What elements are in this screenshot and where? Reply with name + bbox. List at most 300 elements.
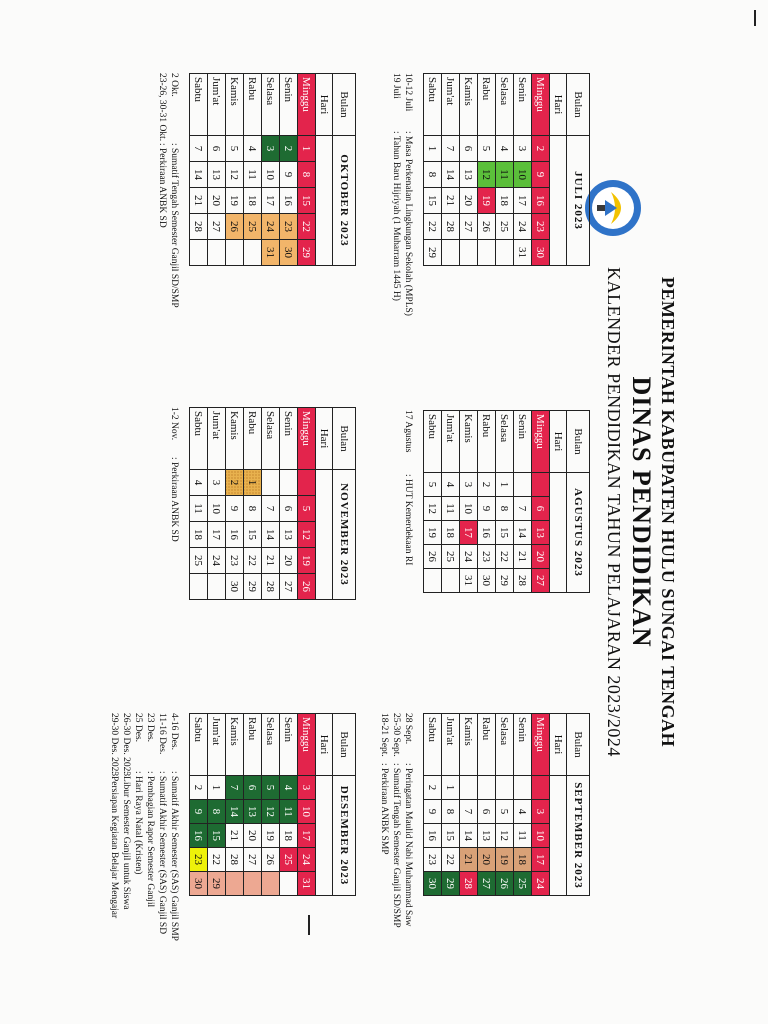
date-cell: 3 <box>298 776 316 800</box>
date-cell: 4 <box>280 776 298 800</box>
bulan-label: Bulan <box>333 714 356 776</box>
date-cell: 11 <box>280 800 298 824</box>
notes-desember <box>108 713 180 941</box>
agency-title: DINAS PENDIDIKAN <box>627 376 656 648</box>
weekday-label: Jum'at <box>442 74 460 136</box>
date-cell: 25 <box>514 872 532 896</box>
month-title: DESEMBER 2023 <box>333 776 356 896</box>
note-date: 18-21 Sept. <box>379 713 389 757</box>
hari-spacer <box>550 776 567 896</box>
date-cell: 3 <box>460 473 478 497</box>
date-cell: 26 <box>298 574 316 600</box>
date-cell <box>280 872 298 896</box>
weekday-label: Kamis <box>226 408 244 470</box>
date-cell <box>532 776 550 800</box>
note-text: : Libur Semester Ganjil untuk Siswa <box>121 771 131 910</box>
date-cell: 28 <box>442 214 460 240</box>
note-text: : Sumatif Akhir Semester (SAS) Ganjil SD <box>157 771 167 935</box>
date-cell: 27 <box>460 214 478 240</box>
date-cell: 30 <box>532 240 550 266</box>
note-date: 25 Des. <box>133 713 143 743</box>
date-cell: 20 <box>532 545 550 569</box>
date-cell: 4 <box>496 136 514 162</box>
month-table <box>423 73 590 266</box>
date-cell: 17 <box>298 824 316 848</box>
date-cell <box>496 240 514 266</box>
date-cell: 29 <box>298 240 316 266</box>
weekday-label: Jum'at <box>208 408 226 470</box>
date-cell <box>190 574 208 600</box>
date-cell: 5 <box>424 473 442 497</box>
hari-spacer <box>550 136 567 266</box>
note-date: 23 Des. <box>145 713 155 743</box>
note-row <box>402 73 414 316</box>
weekday-row <box>460 74 478 266</box>
date-cell: 23 <box>478 545 496 569</box>
date-cell: 12 <box>298 522 316 548</box>
date-cell: 15 <box>424 188 442 214</box>
date-cell: 8 <box>424 162 442 188</box>
notes-juli <box>390 73 414 316</box>
date-cell: 16 <box>424 824 442 848</box>
weekday-label: Sabtu <box>424 411 442 473</box>
date-cell <box>226 240 244 266</box>
hari-label: Hari <box>316 74 333 136</box>
date-cell <box>460 776 478 800</box>
date-cell: 19 <box>478 188 496 214</box>
weekday-row <box>262 74 280 266</box>
date-cell: 20 <box>478 848 496 872</box>
date-cell: 22 <box>244 548 262 574</box>
weekday-row <box>424 74 442 266</box>
date-cell: 12 <box>262 800 280 824</box>
note-row <box>402 410 414 565</box>
date-cell: 14 <box>460 824 478 848</box>
date-cell <box>532 473 550 497</box>
date-cell: 28 <box>226 848 244 872</box>
date-cell: 29 <box>208 872 226 896</box>
date-cell: 12 <box>424 497 442 521</box>
date-cell: 6 <box>478 800 496 824</box>
date-cell: 21 <box>514 545 532 569</box>
date-cell: 26 <box>424 545 442 569</box>
weekday-label: Minggu <box>298 714 316 776</box>
month-title: JULI 2023 <box>567 136 590 266</box>
weekday-row <box>244 714 262 896</box>
date-cell: 19 <box>298 548 316 574</box>
note-date: 29-30 Des. 2023 <box>109 713 119 777</box>
date-cell: 6 <box>244 776 262 800</box>
month-title: OKTOBER 2023 <box>333 136 356 266</box>
weekday-row <box>442 411 460 593</box>
bulan-label: Bulan <box>567 74 590 136</box>
weekday-row <box>478 74 496 266</box>
date-cell: 30 <box>226 574 244 600</box>
date-cell: 10 <box>460 497 478 521</box>
date-cell <box>190 240 208 266</box>
month-title: AGUSTUS 2023 <box>567 473 590 593</box>
date-cell: 7 <box>514 497 532 521</box>
date-cell <box>280 470 298 496</box>
weekday-row <box>208 714 226 896</box>
date-cell: 2 <box>226 470 244 496</box>
weekday-label: Kamis <box>460 411 478 473</box>
weekday-row <box>532 74 550 266</box>
weekday-row <box>478 411 496 593</box>
note-date: 25-30 Sept. <box>391 713 401 757</box>
note-text: : Sumatif Tengah Semester Ganjil SD/SMP <box>169 143 179 308</box>
hari-label: Hari <box>316 714 333 776</box>
date-cell: 5 <box>496 800 514 824</box>
date-cell: 3 <box>514 136 532 162</box>
weekday-row <box>532 411 550 593</box>
note-date: 19 Juli <box>391 73 401 99</box>
date-cell <box>244 872 262 896</box>
weekday-row <box>496 714 514 896</box>
date-cell: 26 <box>496 872 514 896</box>
date-cell: 14 <box>442 162 460 188</box>
date-cell: 18 <box>190 522 208 548</box>
date-cell: 22 <box>496 545 514 569</box>
weekday-row <box>226 408 244 600</box>
note-date: 17 Agustus <box>403 410 413 453</box>
weekday-label: Sabtu <box>424 74 442 136</box>
date-cell <box>478 776 496 800</box>
weekday-row <box>262 714 280 896</box>
date-cell: 24 <box>532 872 550 896</box>
weekday-row <box>460 411 478 593</box>
weekday-label: Senin <box>514 411 532 473</box>
weekday-row <box>496 74 514 266</box>
date-cell: 10 <box>532 824 550 848</box>
date-cell: 13 <box>208 162 226 188</box>
note-date: 10-12 Juli <box>403 73 413 112</box>
date-cell: 6 <box>280 496 298 522</box>
date-cell: 26 <box>478 214 496 240</box>
date-cell: 5 <box>262 776 280 800</box>
hari-spacer <box>316 776 333 896</box>
date-cell: 27 <box>280 574 298 600</box>
note-text: : Sumatif Tengah Semester Ganjil SD/SMP <box>391 763 401 928</box>
date-cell: 19 <box>262 824 280 848</box>
bulan-label: Bulan <box>567 411 590 473</box>
date-cell: 29 <box>442 872 460 896</box>
weekday-label: Kamis <box>226 74 244 136</box>
date-cell: 3 <box>262 136 280 162</box>
date-cell: 1 <box>208 776 226 800</box>
weekday-label: Selasa <box>496 74 514 136</box>
date-cell: 19 <box>496 848 514 872</box>
date-cell <box>208 574 226 600</box>
date-cell: 31 <box>514 240 532 266</box>
date-cell: 6 <box>532 497 550 521</box>
date-cell: 6 <box>460 136 478 162</box>
note-row <box>144 713 156 941</box>
date-cell: 23 <box>226 548 244 574</box>
weekday-row <box>262 408 280 600</box>
note-text: : Peringatan Maulid Nabi Muhammad Saw <box>403 763 413 927</box>
date-cell: 9 <box>424 800 442 824</box>
date-cell: 21 <box>442 188 460 214</box>
note-row <box>108 713 120 941</box>
date-cell: 29 <box>496 569 514 593</box>
date-cell: 27 <box>244 848 262 872</box>
month-title: NOVEMBER 2023 <box>333 470 356 600</box>
weekday-label: Selasa <box>262 74 280 136</box>
date-cell: 1 <box>496 473 514 497</box>
weekday-label: Jum'at <box>442 411 460 473</box>
weekday-row <box>280 714 298 896</box>
date-cell: 2 <box>478 473 496 497</box>
date-cell: 2 <box>424 776 442 800</box>
date-cell: 24 <box>208 548 226 574</box>
weekday-row <box>190 408 208 600</box>
weekday-label: Minggu <box>532 714 550 776</box>
date-cell <box>442 569 460 593</box>
date-cell <box>298 470 316 496</box>
weekday-row <box>460 714 478 896</box>
date-cell: 14 <box>226 800 244 824</box>
month-table <box>189 73 356 266</box>
date-cell: 22 <box>442 848 460 872</box>
date-cell: 4 <box>244 136 262 162</box>
weekday-label: Senin <box>514 714 532 776</box>
date-cell <box>478 240 496 266</box>
note-date: 26-30 Des. 2023 <box>121 713 131 777</box>
date-cell <box>226 872 244 896</box>
note-date: 2 Okt. <box>169 73 179 97</box>
weekday-row <box>514 411 532 593</box>
date-cell: 15 <box>244 522 262 548</box>
date-cell: 27 <box>478 872 496 896</box>
government-title: PEMERINTAH KABUPATEN HULU SUNGAI TENGAH <box>658 276 678 748</box>
date-cell: 16 <box>280 188 298 214</box>
date-cell: 7 <box>262 496 280 522</box>
weekday-row <box>280 74 298 266</box>
month-title: SEPTEMBER 2023 <box>567 776 590 896</box>
date-cell: 24 <box>298 848 316 872</box>
weekday-label: Selasa <box>496 714 514 776</box>
note-text: : Pembagian Rapor Semester Ganjil <box>145 771 155 908</box>
date-cell: 5 <box>478 136 496 162</box>
weekday-label: Rabu <box>478 74 496 136</box>
weekday-label: Minggu <box>298 74 316 136</box>
note-text: : Perkiraan ANBK SD <box>169 457 179 542</box>
date-cell: 10 <box>514 162 532 188</box>
date-cell: 25 <box>244 214 262 240</box>
date-cell: 23 <box>190 848 208 872</box>
note-text: : Masa Perkenalan Lingkungan Sekolah (MPLS) <box>403 131 413 316</box>
date-cell: 13 <box>460 162 478 188</box>
date-cell: 9 <box>478 497 496 521</box>
date-cell: 16 <box>190 824 208 848</box>
date-cell: 1 <box>244 470 262 496</box>
calendar-title: KALENDER PENDIDIKAN TAHUN PELAJARAN 2023/2024 <box>604 267 624 757</box>
date-cell: 11 <box>244 162 262 188</box>
date-cell: 11 <box>190 496 208 522</box>
date-cell: 29 <box>424 240 442 266</box>
weekday-label: Minggu <box>298 408 316 470</box>
date-cell <box>244 240 262 266</box>
date-cell: 2 <box>190 776 208 800</box>
note-date: 11-16 Des. <box>157 713 167 755</box>
date-cell: 9 <box>226 496 244 522</box>
month-juli <box>423 73 590 266</box>
note-row <box>168 407 180 542</box>
date-cell: 13 <box>244 800 262 824</box>
date-cell: 4 <box>190 470 208 496</box>
date-cell: 31 <box>460 569 478 593</box>
weekday-row <box>424 411 442 593</box>
notes-november <box>168 407 180 542</box>
date-cell: 14 <box>514 521 532 545</box>
note-row <box>132 713 144 941</box>
date-cell: 9 <box>190 800 208 824</box>
date-cell: 22 <box>298 214 316 240</box>
weekday-row <box>208 74 226 266</box>
note-row <box>390 73 402 316</box>
weekday-label: Kamis <box>460 74 478 136</box>
date-cell: 17 <box>460 521 478 545</box>
note-text: : Sumatif Akhir Semester (SAS) Ganjil SMP <box>169 771 179 941</box>
date-cell: 20 <box>280 548 298 574</box>
date-cell: 19 <box>424 521 442 545</box>
weekday-label: Rabu <box>244 714 262 776</box>
weekday-row <box>190 714 208 896</box>
date-cell <box>442 240 460 266</box>
note-text: : Perkiraan ANBK SMP <box>379 763 389 855</box>
bulan-label: Bulan <box>333 74 356 136</box>
date-cell: 20 <box>208 188 226 214</box>
date-cell: 26 <box>226 214 244 240</box>
date-cell: 23 <box>280 214 298 240</box>
date-cell: 27 <box>532 569 550 593</box>
date-cell: 2 <box>532 136 550 162</box>
date-cell: 12 <box>478 162 496 188</box>
date-cell: 8 <box>208 800 226 824</box>
weekday-label: Sabtu <box>424 714 442 776</box>
hari-label: Hari <box>316 408 333 470</box>
date-cell <box>460 240 478 266</box>
date-cell: 21 <box>262 548 280 574</box>
weekday-label: Sabtu <box>190 408 208 470</box>
date-cell: 7 <box>460 800 478 824</box>
weekday-label: Rabu <box>478 411 496 473</box>
month-november <box>189 407 356 600</box>
scan-mark <box>308 915 310 935</box>
date-cell: 7 <box>442 136 460 162</box>
date-cell: 27 <box>208 214 226 240</box>
date-cell: 13 <box>478 824 496 848</box>
weekday-label: Selasa <box>496 411 514 473</box>
weekday-label: Senin <box>280 714 298 776</box>
note-row <box>168 713 180 941</box>
note-date: 23-26, 30-31 Okt. <box>157 73 167 142</box>
note-row <box>156 713 168 941</box>
date-cell <box>424 569 442 593</box>
date-cell: 28 <box>514 569 532 593</box>
weekday-row <box>298 714 316 896</box>
date-cell: 4 <box>442 473 460 497</box>
month-oktober <box>189 73 356 266</box>
hari-label: Hari <box>550 714 567 776</box>
bulan-label: Bulan <box>333 408 356 470</box>
date-cell: 23 <box>424 848 442 872</box>
date-cell: 31 <box>262 240 280 266</box>
date-cell: 19 <box>226 188 244 214</box>
date-cell: 26 <box>262 848 280 872</box>
month-table <box>189 713 356 896</box>
date-cell: 28 <box>190 214 208 240</box>
notes-september <box>378 713 414 928</box>
date-cell: 30 <box>478 569 496 593</box>
date-cell: 17 <box>514 188 532 214</box>
date-cell: 1 <box>298 136 316 162</box>
date-cell <box>496 776 514 800</box>
weekday-row <box>244 408 262 600</box>
date-cell: 16 <box>532 188 550 214</box>
month-desember <box>189 713 356 896</box>
date-cell: 7 <box>226 776 244 800</box>
date-cell: 25 <box>442 545 460 569</box>
date-cell: 11 <box>496 162 514 188</box>
date-cell: 15 <box>208 824 226 848</box>
date-cell: 12 <box>496 824 514 848</box>
note-text: : Perkiraan ANBK SD <box>157 143 167 228</box>
weekday-row <box>532 714 550 896</box>
weekday-label: Jum'at <box>208 714 226 776</box>
date-cell: 24 <box>460 545 478 569</box>
date-cell: 28 <box>262 574 280 600</box>
note-text: : HUT Kemerdekaan RI <box>403 474 413 566</box>
hari-spacer <box>316 136 333 266</box>
note-row <box>402 713 414 928</box>
date-cell <box>208 240 226 266</box>
note-date: 4-16 Des. <box>169 713 179 750</box>
date-cell: 3 <box>208 470 226 496</box>
month-table <box>423 713 590 896</box>
date-cell: 5 <box>226 136 244 162</box>
weekday-label: Selasa <box>262 714 280 776</box>
date-cell: 3 <box>532 800 550 824</box>
bulan-label: Bulan <box>567 714 590 776</box>
month-agustus <box>423 410 590 593</box>
date-cell: 17 <box>532 848 550 872</box>
weekday-label: Kamis <box>226 714 244 776</box>
note-date: 1-2 Nov. <box>169 407 179 441</box>
date-cell: 10 <box>262 162 280 188</box>
weekday-label: Rabu <box>478 714 496 776</box>
date-cell: 24 <box>514 214 532 240</box>
weekday-row <box>226 74 244 266</box>
date-cell: 30 <box>190 872 208 896</box>
date-cell: 17 <box>262 188 280 214</box>
date-cell: 1 <box>424 136 442 162</box>
weekday-label: Rabu <box>244 74 262 136</box>
date-cell: 8 <box>244 496 262 522</box>
date-cell: 14 <box>262 522 280 548</box>
date-cell <box>262 872 280 896</box>
date-cell: 9 <box>532 162 550 188</box>
date-cell: 21 <box>190 188 208 214</box>
date-cell: 21 <box>226 824 244 848</box>
scan-mark <box>754 10 756 26</box>
weekday-label: Sabtu <box>190 714 208 776</box>
weekday-row <box>514 714 532 896</box>
weekday-row <box>514 74 532 266</box>
date-cell: 31 <box>298 872 316 896</box>
note-date: 28 Sept. <box>403 713 413 745</box>
